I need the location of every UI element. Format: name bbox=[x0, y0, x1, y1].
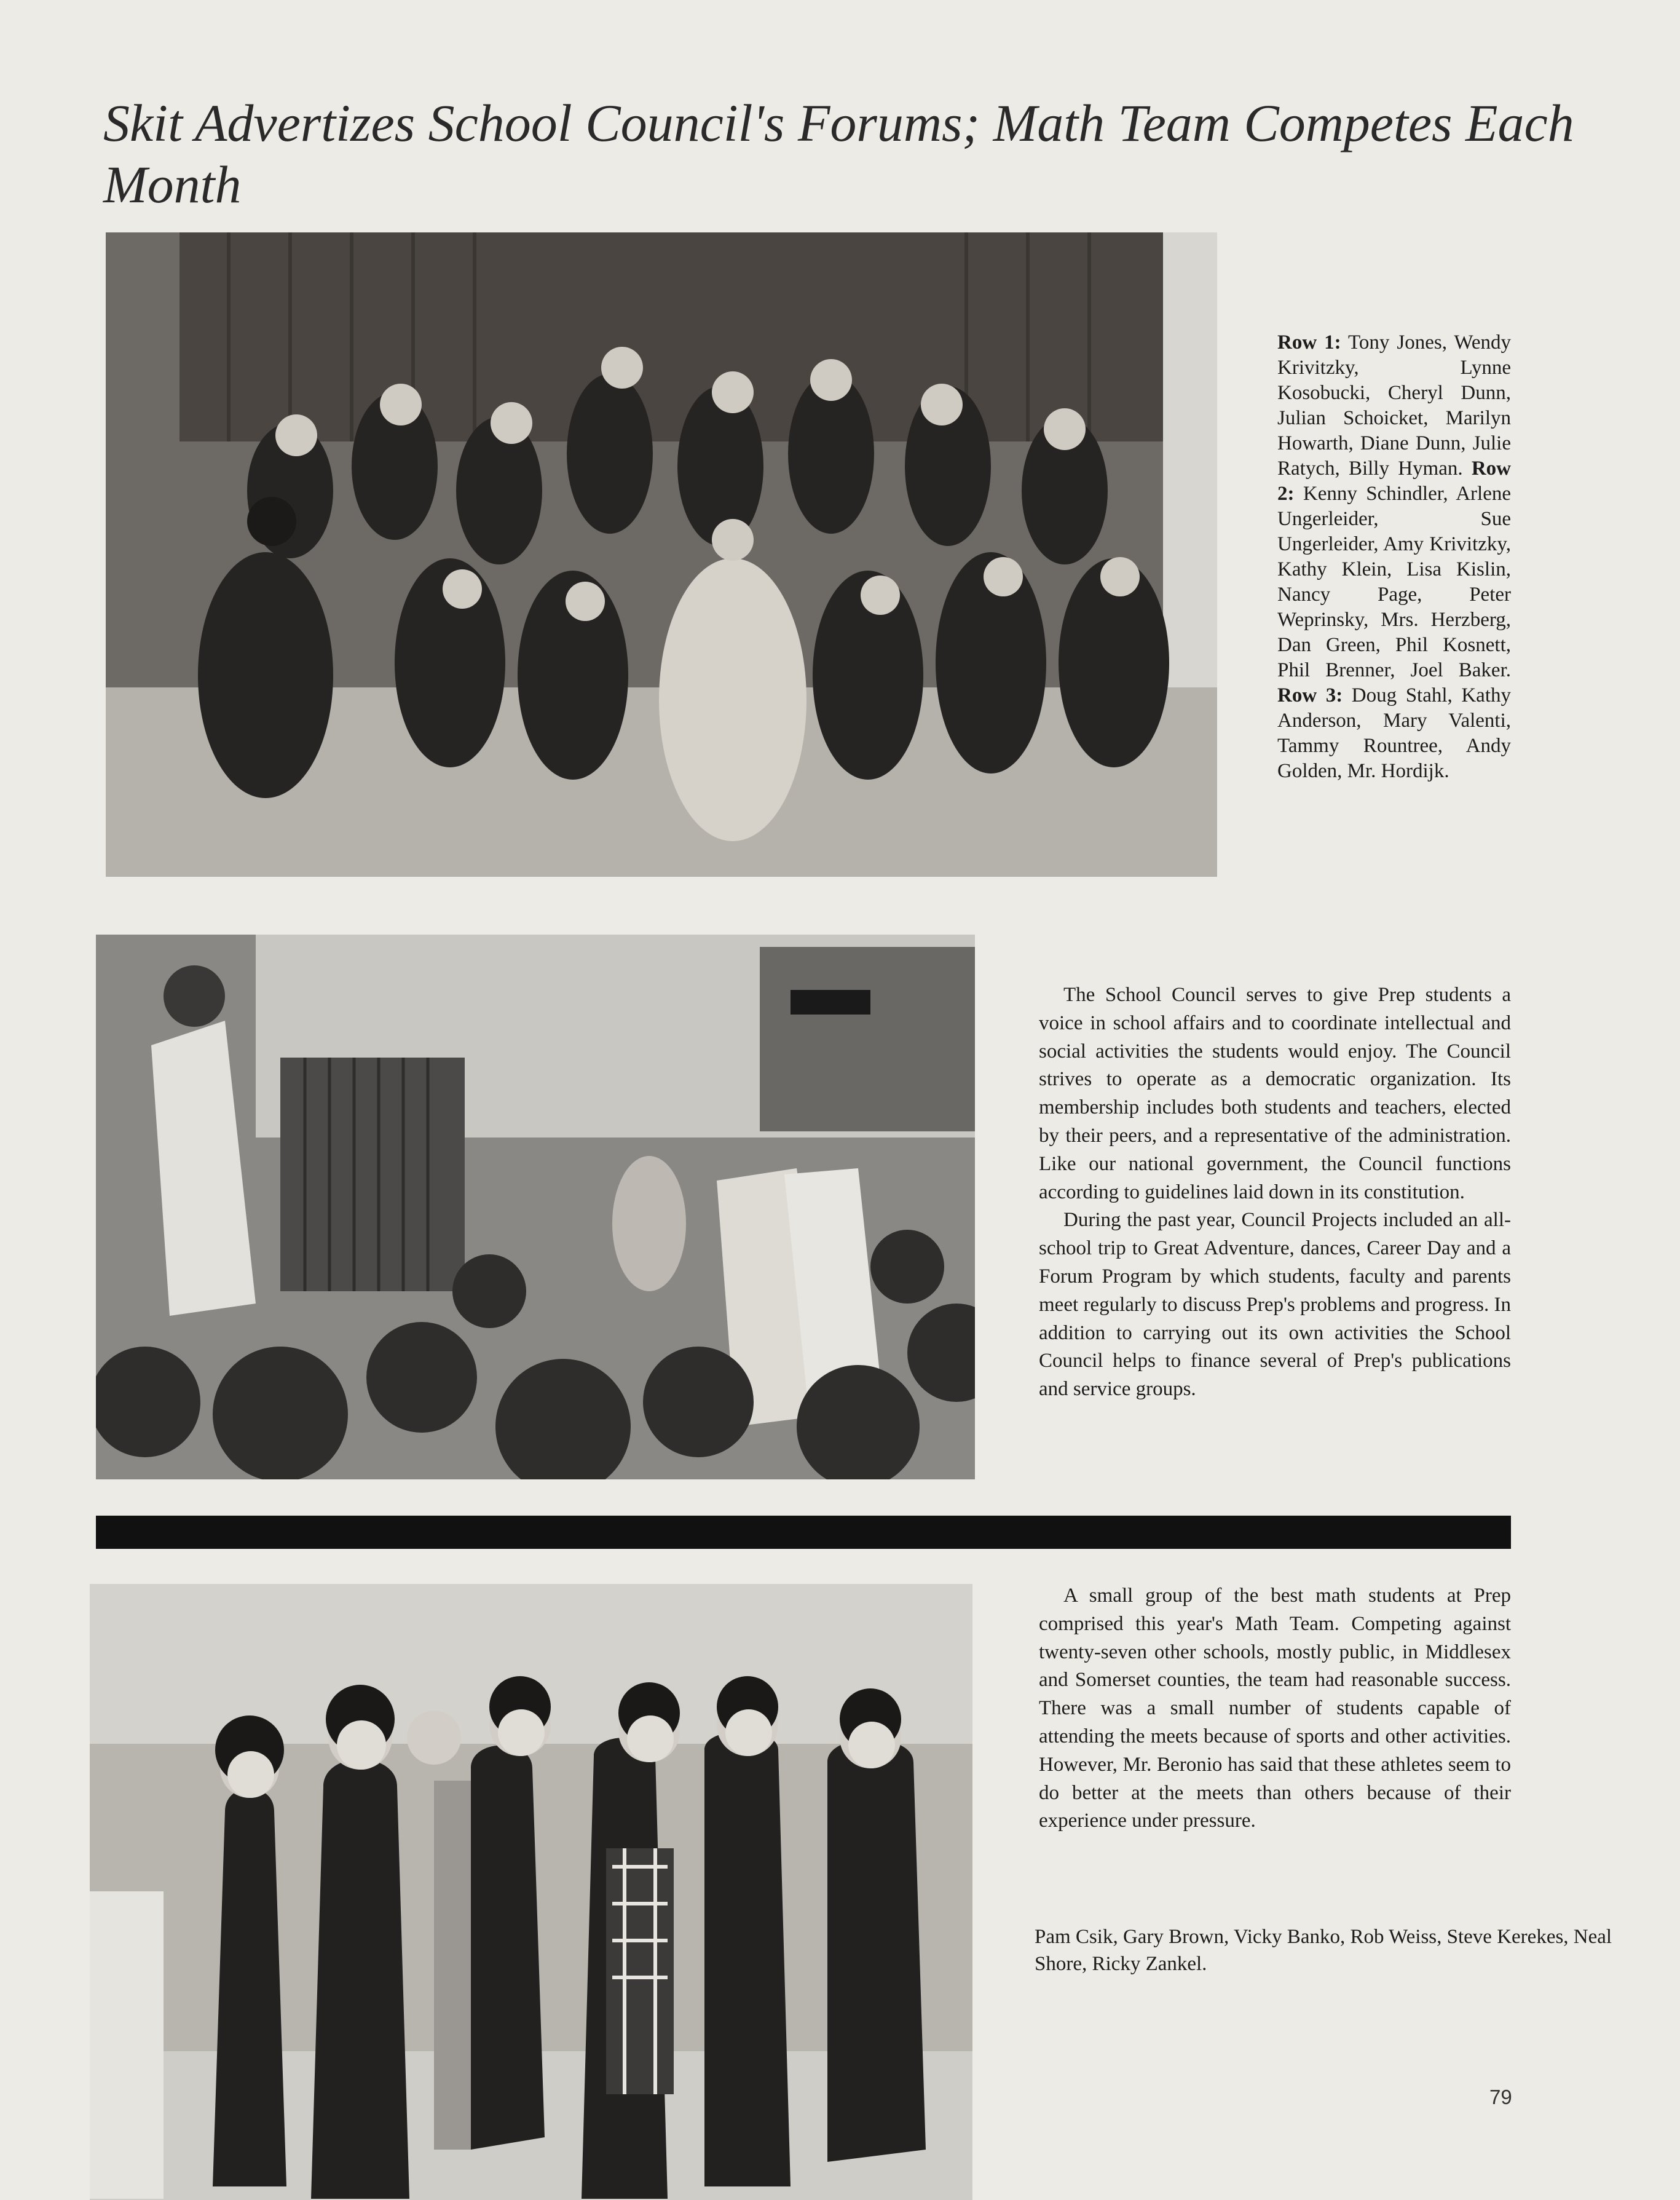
page-title: Skit Advertizes School Council's Forums; Math Team Competes Each Month bbox=[103, 93, 1574, 214]
council-description bbox=[1039, 981, 1511, 1404]
council-photo-caption bbox=[1277, 330, 1511, 784]
section-divider bbox=[96, 1516, 1511, 1549]
math-team-photo bbox=[90, 1584, 972, 2200]
math-team-photo-caption: Pam Csik, Gary Brown, Vicky Banko, Rob Weiss, Steve Kerekes, Neal Shore, Ricky Zankel. bbox=[1035, 1926, 1612, 1975]
council-paragraph-1: The School Council serves to give Prep students a voice in school affairs and to coordinate intellectual and social activities the students would enjoy. The Council strives to operate as a democratic organization. Its membership includes both students and teachers, elected by their peers, and a representative of the administration. Like our national government, the Council functions according to guidelines laid down in its constitution. bbox=[1039, 984, 1511, 1203]
council-group-photo bbox=[106, 232, 1217, 877]
math-team-description bbox=[1039, 1582, 1511, 1835]
row3-label: Row 3: bbox=[1277, 684, 1343, 706]
row1-label: Row 1: bbox=[1277, 331, 1341, 354]
row3-names: Doug Stahl, Kathy Anderson, Mary Valenti, Tammy Rountree, Andy Golden, Mr. Hordijk. bbox=[1277, 684, 1511, 782]
math-paragraph-1: A small group of the best math students at Prep comprised this year's Math Team. Competing against twenty-seven other schools, mostly public, in Middlesex and Somerset counties, the team had reasonable success. There was a small number of students capable of attending the meets because of sports and other activities. However, Mr. Beronio has said that these athletes seem to do better at the meets than others because of their experience under pressure. bbox=[1039, 1585, 1511, 1832]
skit-photo bbox=[96, 935, 975, 1479]
page-number: 79 bbox=[1489, 2086, 1512, 2108]
row2-names: Kenny Schindler, Arlene Ungerleider, Sue Ungerleider, Amy Krivitzky, Kathy Klein, Lisa Kislin, Nancy Page, Peter Weprinsky, Mrs. Herzberg, Dan Green, Phil Kosnett, Phil Brenner, Joel Baker. bbox=[1277, 483, 1512, 681]
row1-names: Tony Jones, Wendy Krivitzky, Lynne Kosobucki, Cheryl Dunn, Julian Schoicket, Marilyn Howarth, Diane Dunn, Julie Ratych, Billy Hyman. bbox=[1277, 331, 1511, 480]
council-paragraph-2: During the past year, Council Projects included an all-school trip to Great Adventure, dances, Career Day and a Forum Program by which students, faculty and parents meet regularly to discuss Prep's problems and progress. In addition to carrying out its own activities the School Council helps to finance several of Prep's publications and service groups. bbox=[1039, 1209, 1511, 1401]
row2-label: Row 2: bbox=[1277, 457, 1512, 505]
